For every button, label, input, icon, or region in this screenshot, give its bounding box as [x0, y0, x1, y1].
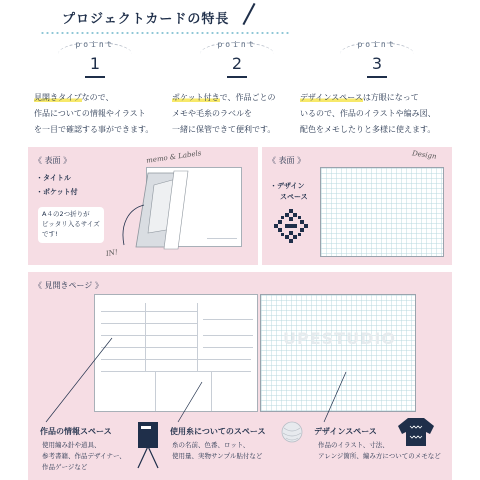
section-title: 作品の情報スペース [40, 427, 112, 436]
title-slash-decoration [242, 3, 255, 25]
size-note-line: ピッタリ入るサイズ [42, 220, 100, 228]
book-and-needles-icon [132, 422, 164, 470]
desc-text: メモや毛糸のラベルを [172, 109, 252, 118]
feature-pocket: ・ポケット付 [36, 188, 78, 196]
point-number: 1 [89, 54, 101, 73]
section-desc: 参考書籍、作品デザイナー、 [42, 452, 126, 460]
handwritten-in: IN! [105, 248, 119, 258]
section-desc: 使用編み針や道具、 [42, 441, 101, 449]
section-desc: 作品のイラスト、寸法、 [318, 441, 389, 449]
point-1 [20, 40, 170, 90]
desc-text: 配色をメモしたりと多様に使えます。 [300, 125, 436, 134]
point-number: 3 [371, 54, 383, 73]
section-desc: 作品ゲージなど [42, 463, 88, 471]
point-word: point [217, 40, 257, 49]
desc-text: なので、 [81, 93, 114, 102]
handwritten-memo-labels: memo & Labels [145, 149, 202, 165]
panel-label: 《 表面 》 [34, 156, 72, 165]
size-note-line: A４の2つ折りが [42, 210, 90, 218]
section-title: デザインスペース [314, 427, 377, 436]
feature-design: スペース [280, 193, 308, 201]
pocket-illustration [118, 169, 198, 251]
point-word: point [357, 40, 397, 49]
highlight-text: ポケット付き [172, 93, 220, 102]
section-title: 使用糸についてのスペース [170, 427, 266, 436]
desc-text: いるので、作品のイラストや编み図、 [300, 109, 436, 118]
panel-label: 《 見開きページ 》 [34, 281, 103, 290]
size-note [38, 207, 104, 243]
point-3 [302, 40, 452, 90]
point-word: point [75, 40, 115, 49]
section-desc: 使用量、実物サンプル貼付など [172, 452, 263, 460]
panel-label: 《 表面 》 [268, 156, 306, 165]
size-note-line: です! [42, 230, 58, 238]
section-header [40, 2, 440, 36]
feature-design: ・デザイン [270, 182, 305, 190]
desc-text: は方眼になって [362, 93, 419, 102]
point-2-description [172, 90, 275, 138]
point-3-description [300, 90, 436, 138]
point-1-description [34, 90, 153, 138]
desc-text: 作品についての情報やイラスト [34, 109, 146, 118]
design-grid-illustration [320, 167, 444, 257]
title-line [207, 238, 237, 239]
point-underline [227, 76, 247, 78]
point-underline [367, 76, 387, 78]
desc-text: を一目で確認する事ができます。 [34, 125, 154, 134]
front-right-panel [262, 147, 452, 265]
front-left-panel [28, 147, 258, 265]
point-underline [85, 76, 105, 78]
highlight-text: 見開きタイプ [34, 93, 82, 102]
desc-text: 一緒に保管できて便利です。 [172, 125, 276, 134]
section-desc: アレンジ箇所、編み方についてのメモなど [318, 452, 441, 460]
title-dotted-underline [40, 32, 290, 34]
yarn-ball-icon [280, 420, 304, 444]
feature-title: ・タイトル [36, 174, 71, 182]
desc-text: で、作品ごとの [219, 93, 276, 102]
handwritten-design: Design [411, 149, 438, 161]
point-2 [162, 40, 312, 90]
section-desc: 糸の名前、色番、ロット、 [172, 441, 250, 449]
watermark: UPESTUDIO [283, 329, 396, 348]
highlight-text: デザインスペース [300, 93, 363, 102]
knit-pattern-icon [274, 209, 308, 243]
spread-panel [28, 272, 452, 480]
page-title: プロジェクトカードの特長 [62, 12, 230, 27]
sweater-icon [396, 416, 436, 448]
point-number: 2 [231, 54, 243, 73]
